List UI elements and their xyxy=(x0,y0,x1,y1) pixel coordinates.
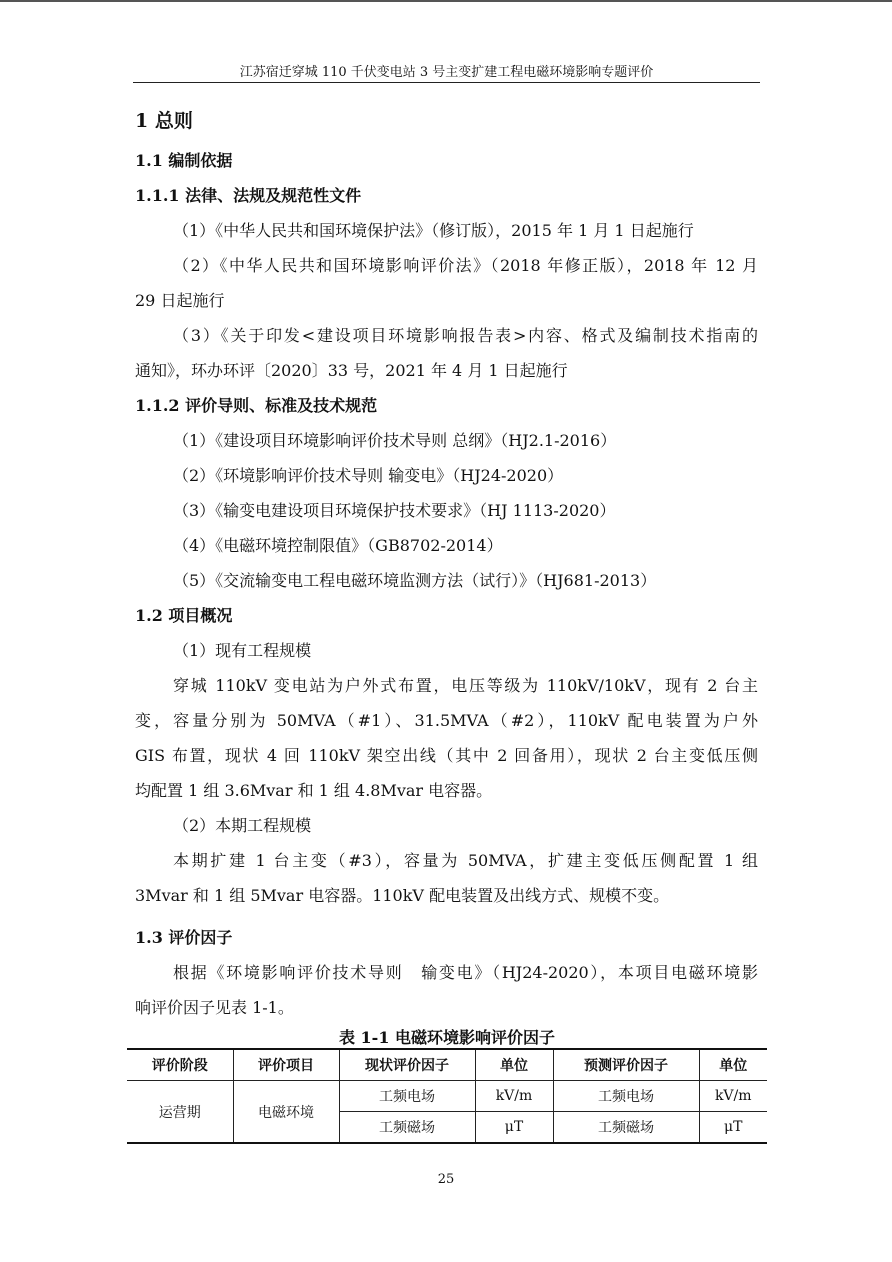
header-predicted-factor: 预测评价因子 xyxy=(553,1049,699,1081)
current-scale-label: （2）本期工程规模 xyxy=(173,816,312,835)
section-1-1-2-title: 1.1.2 评价导则、标准及技术规范 xyxy=(135,396,378,415)
table-row xyxy=(127,1081,767,1112)
cell-predicted-factor: 工频电场 xyxy=(553,1081,699,1112)
cell-current-factor: 工频电场 xyxy=(339,1081,475,1112)
header-unit-1: 单位 xyxy=(475,1049,553,1081)
law-item-2: （2）《中华人民共和国环境影响评价法》（2018 年修正版），2018 年 12 月 xyxy=(173,256,758,275)
law-item-2-cont: 29 日起施行 xyxy=(135,291,225,310)
law-item-3-cont: 通知》，环办环评〔2020〕33 号，2021 年 4 月 1 日起施行 xyxy=(135,361,568,380)
table-caption: 表 1-1 电磁环境影响评价因子 xyxy=(338,1028,556,1047)
cell-unit-2: μT xyxy=(699,1112,767,1144)
cell-stage: 运营期 xyxy=(127,1081,233,1144)
current-line-1: 本期扩建 1 台主变（#3），容量为 50MVA，扩建主变低压侧配置 1 组 xyxy=(173,851,758,870)
existing-line-4: 均配置 1 组 3.6Mvar 和 1 组 4.8Mvar 电容器。 xyxy=(135,781,493,800)
section-1-1-1-title: 1.1.1 法律、法规及规范性文件 xyxy=(135,186,362,205)
section-1-1-title: 1.1 编制依据 xyxy=(135,151,233,170)
header-rule xyxy=(133,82,760,83)
header-item: 评价项目 xyxy=(233,1049,339,1081)
cell-item: 电磁环境 xyxy=(233,1081,339,1144)
cell-current-factor: 工频磁场 xyxy=(339,1112,475,1144)
factor-intro-line-1: 根据《环境影响评价技术导则 输变电》（HJ24-2020），本项目电磁环境影 xyxy=(173,963,758,982)
cell-unit-2: kV/m xyxy=(699,1081,767,1112)
top-border xyxy=(0,0,892,2)
standard-item-4: （4）《电磁环境控制限值》（GB8702-2014） xyxy=(173,536,503,555)
page-number: 25 xyxy=(437,1172,455,1187)
running-header: 江苏宿迁穿城 110 千伏变电站 3 号主变扩建工程电磁环境影响专题评价 xyxy=(239,65,654,80)
current-line-2: 3Mvar 和 1 组 5Mvar 电容器。110kV 配电装置及出线方式、规模不变。 xyxy=(135,886,670,905)
existing-line-2: 变，容量分别为 50MVA（#1）、31.5MVA（#2），110kV 配电装置为户外 xyxy=(135,711,758,730)
section-1-3-title: 1.3 评价因子 xyxy=(135,928,233,947)
header-unit-2: 单位 xyxy=(699,1049,767,1081)
law-item-3: （3）《关于印发<建设项目环境影响报告表>内容、格式及编制技术指南的 xyxy=(173,326,758,345)
factor-table xyxy=(127,1048,767,1144)
standard-item-3: （3）《输变电建设项目环境保护技术要求》（HJ 1113-2020） xyxy=(173,501,616,520)
header-stage: 评价阶段 xyxy=(127,1049,233,1081)
cell-predicted-factor: 工频磁场 xyxy=(553,1112,699,1144)
chapter-title: 1 总则 xyxy=(135,110,193,132)
cell-unit-1: μT xyxy=(475,1112,553,1144)
factor-intro-line-2: 响评价因子见表 1-1。 xyxy=(135,998,294,1017)
cell-unit-1: kV/m xyxy=(475,1081,553,1112)
standard-item-1: （1）《建设项目环境影响评价技术导则 总纲》（HJ2.1-2016） xyxy=(173,431,617,450)
existing-line-3: GIS 布置，现状 4 回 110kV 架空出线（其中 2 回备用），现状 2 台主变低压侧 xyxy=(135,746,758,765)
existing-scale-label: （1）现有工程规模 xyxy=(173,641,312,660)
standard-item-2: （2）《环境影响评价技术导则 输变电》（HJ24-2020） xyxy=(173,466,564,485)
law-item-1: （1）《中华人民共和国环境保护法》（修订版），2015 年 1 月 1 日起施行 xyxy=(173,221,694,240)
table-header-row xyxy=(127,1049,767,1081)
standard-item-5: （5）《交流输变电工程电磁环境监测方法（试行）》（HJ681-2013） xyxy=(173,571,657,590)
existing-line-1: 穿城 110kV 变电站为户外式布置，电压等级为 110kV/10kV，现有 2 台主 xyxy=(173,676,758,695)
header-current-factor: 现状评价因子 xyxy=(339,1049,475,1081)
section-1-2-title: 1.2 项目概况 xyxy=(135,606,233,625)
